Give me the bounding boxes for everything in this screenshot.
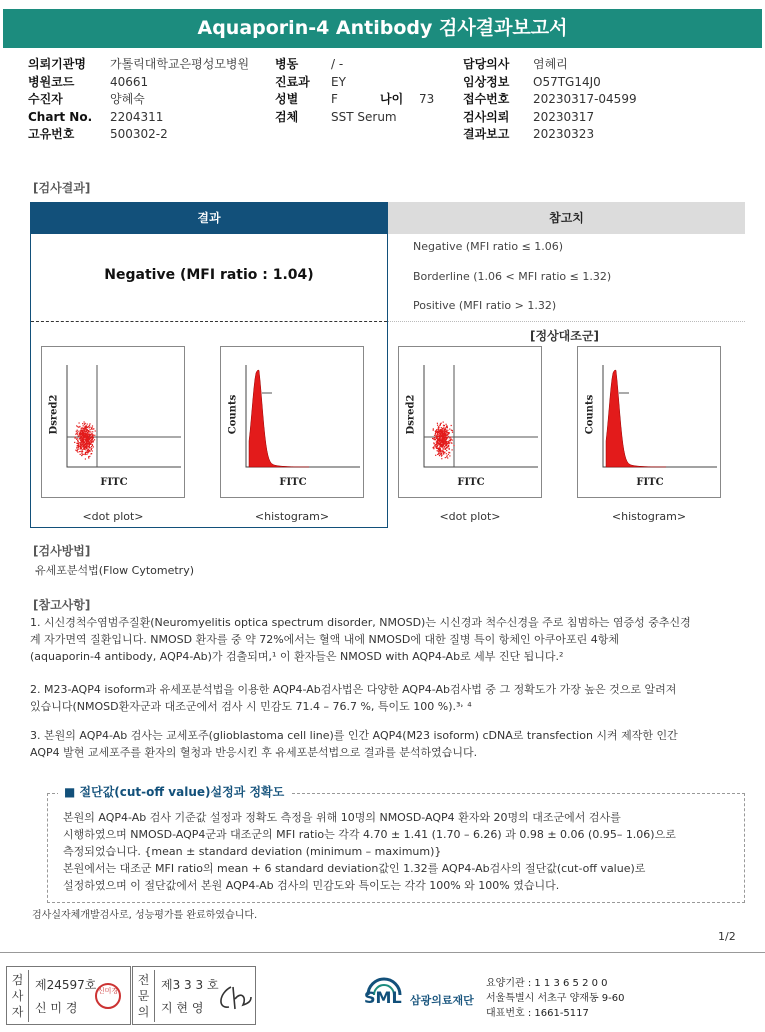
info-value: 양혜숙 [110,92,145,106]
info-value: 40661 [110,74,149,89]
text-line: 계 자가면역 질환입니다. NMOSD 환자를 중 약 72%에서는 혈액 내에 NMOSD에 대한 질병 특이 항체인 아쿠아포린 4항체 [30,633,619,646]
info-value: 500302-2 [110,127,168,141]
tester-stamp [95,983,121,1009]
tester-stamp-text: 신미경 [97,987,119,995]
info-row [463,74,637,92]
histogram-plot [220,346,364,498]
sml-logo-text: SML [364,988,402,1007]
text-line: 본원에서는 대조군 MFI ratio의 mean + 6 standard deviation값인 1.32를 AQP4-Ab검사의 절단값(cut-off value)로 [63,862,646,875]
sml-logo [362,975,480,1015]
vertical-char: 자 [11,1005,24,1019]
info-value: 염혜리 [533,57,568,71]
dot-plot [398,346,542,498]
info-key: 진료과 [275,74,310,89]
ref-positive: Positive (MFI ratio > 1.32) [413,299,557,312]
text-line: 설정하였으며 이 절단값에서 본원 AQP4-Ab 검사의 민감도와 특이도는 각각 100% 와 100% 였습니다. [63,879,560,892]
info-row [463,56,637,74]
note-paragraph-3 [30,727,678,761]
histogram-area [606,370,666,467]
result-value: Negative (MFI ratio : 1.04) [104,267,314,283]
info-key: 결과보고 [463,127,510,141]
signature-box-doctor [132,966,256,1025]
footer-divider [0,952,765,953]
vertical-char: 사 [11,989,24,1003]
age-value: 73 [419,92,435,106]
info-key: 검체 [275,109,299,124]
text-line: 대표번호 : 1661-5117 [486,1008,589,1019]
method-text: 유세포분석법(Flow Cytometry) [35,564,195,577]
plot-axes [67,365,181,467]
info-row [275,109,397,127]
histogram-area [249,370,309,467]
ref-divider [388,321,745,322]
info-row [463,109,637,127]
text-line: 측정되었습니다. {mean ± standard deviation (minimum – maximum)} [63,845,442,858]
plot-caption: <dot plot> [82,510,144,523]
vertical-char: 전 [137,973,150,987]
y-axis-label: Dsred2 [405,394,417,435]
cutoff-title: ■ 절단값(cut-off value)설정과 정확도 [58,783,290,800]
y-axis-label: Counts [584,394,596,435]
x-axis-label: FITC [457,477,485,488]
patient-info-col1 [28,56,249,144]
org-info [486,976,625,1021]
info-row [28,56,249,74]
page-number: 1/2 [718,930,736,943]
text-line: 1. 시신경척수염범주질환(Neuromyelitis optica spectrum disorder, NMOSD)는 시신경과 척수신경을 주로 침범하는 염증성 중추신경 [30,616,691,629]
patient-age [380,91,434,109]
signature-box-tester [6,966,131,1025]
result-divider [31,321,387,322]
plot-caption: <dot plot> [439,510,501,523]
y-axis-label: Counts [227,394,239,435]
text-line: 3. 본원의 AQP4-Ab 검사는 교세포주(glioblastoma cell line)를 인간 AQP4(M23 isoform) cDNA로 transfection 시켜 제작한 인간 [30,729,678,742]
tester-label [7,970,29,1022]
text-line: 시행하였으며 NMOSD-AQP4군과 대조군의 MFI ratio는 각각 4.70 ± 1.41 (1.70 – 6.26) 과 0.98 ± 0.06 (0.95– 1.06)으로 [63,828,676,841]
info-row [275,74,397,92]
y-axis-label: Dsred2 [48,394,60,435]
patient-info-col3 [463,56,637,144]
footnote: 검사실자체개발검사로, 성능평가를 완료하였습니다. [32,910,258,921]
info-row [28,126,249,144]
text-line: 있습니다(NMOSD환자군과 대조군에서 검사 시 민감도 71.4 – 76.7 %, 특이도 100 %).³˒ ⁴ [30,700,472,713]
result-heading: [검사결과] [33,181,91,195]
tester-name: 신 미 경 [35,1001,78,1015]
vertical-char: 문 [137,989,150,1003]
x-axis-label: FITC [636,477,664,488]
info-key: 수진자 [28,92,63,106]
patient-info-col2 [275,56,397,126]
info-row [28,109,249,127]
info-value: 가톨릭대학교은평성모병원 [110,57,250,71]
dot-plot [41,346,185,498]
info-row [463,91,637,109]
info-value: F [331,92,338,106]
info-row [463,126,637,144]
text-line: 요양기관 : 1 1 3 6 5 2 0 0 [486,978,608,989]
doctor-signature [213,983,253,1013]
info-row [275,56,397,74]
info-key: 임상정보 [463,74,510,89]
result-column-header: 결과 [30,202,388,234]
info-value: / - [331,57,344,71]
info-key: 의뢰기관명 [28,57,86,71]
reference-column-header: 참고치 [388,202,745,234]
info-row [275,91,397,109]
note-paragraph-2 [30,681,676,715]
text-line: (aquaporin-4 antibody, AQP4-Ab)가 검출되며,¹ 이 환자들은 NMOSD with AQP4-Ab로 세부 진단 됩니다.² [30,650,564,663]
info-value: O57TG14J0 [533,74,601,89]
vertical-char: 검 [11,973,24,987]
age-key: 나이 [380,92,404,106]
info-row [28,74,249,92]
text-line: 서울특별시 서초구 양재동 9-60 [486,993,625,1004]
info-key: 병원코드 [28,74,75,89]
note-paragraph-1 [30,614,691,665]
info-value: EY [331,74,346,89]
info-row [28,91,249,109]
plot-caption: <histogram> [254,510,330,523]
text-line: 본원의 AQP4-Ab 검사 기준값 설정과 정확도 측정을 위해 10명의 NMOSD-AQP4 환자와 20명의 대조군에서 검사를 [63,811,621,824]
tester-license: 제24597호 [35,978,97,992]
cutoff-text [63,809,676,894]
info-value: 20230317-04599 [533,92,637,106]
info-key: 병동 [275,57,299,71]
plot-caption: <histogram> [611,510,687,523]
doctor-label [133,970,155,1022]
info-value: SST Serum [331,109,397,124]
text-line: AQP4 발현 교세포주를 환자의 혈청과 반응시킨 후 유세포분석법으로 결과를 분석하였습니다. [30,746,478,759]
info-key: 담당의사 [463,57,510,71]
info-key: Chart No. [28,109,93,124]
org-name: 삼광의료재단 [410,994,474,1007]
report-title: Aquaporin-4 Antibody 검사결과보고서 [3,9,762,48]
ref-borderline: Borderline (1.06 < MFI ratio ≤ 1.32) [413,270,612,283]
control-label: [정상대조군] [530,329,599,343]
info-key: 검사의뢰 [463,109,510,124]
info-value: 20230317 [533,109,595,124]
info-value: 20230323 [533,127,595,141]
info-key: 고유번호 [28,127,75,141]
histogram-plot [577,346,721,498]
info-value: 2204311 [110,109,164,124]
doctor-name: 지 현 영 [161,1001,204,1015]
info-key: 성별 [275,92,299,106]
info-key: 접수번호 [463,92,510,106]
vertical-char: 의 [137,1005,150,1019]
text-line: 2. M23-AQP4 isoform과 유세포분석법을 이용한 AQP4-Ab검사법은 다양한 AQP4-Ab검사법 중 그 정확도가 가장 높은 것으로 알려져 [30,683,677,696]
notes-heading: [참고사항] [33,598,91,612]
x-axis-label: FITC [279,477,307,488]
ref-negative: Negative (MFI ratio ≤ 1.06) [413,240,564,253]
method-heading: [검사방법] [33,544,91,558]
doctor-license: 제3 3 3 호 [161,978,219,992]
x-axis-label: FITC [100,477,128,488]
